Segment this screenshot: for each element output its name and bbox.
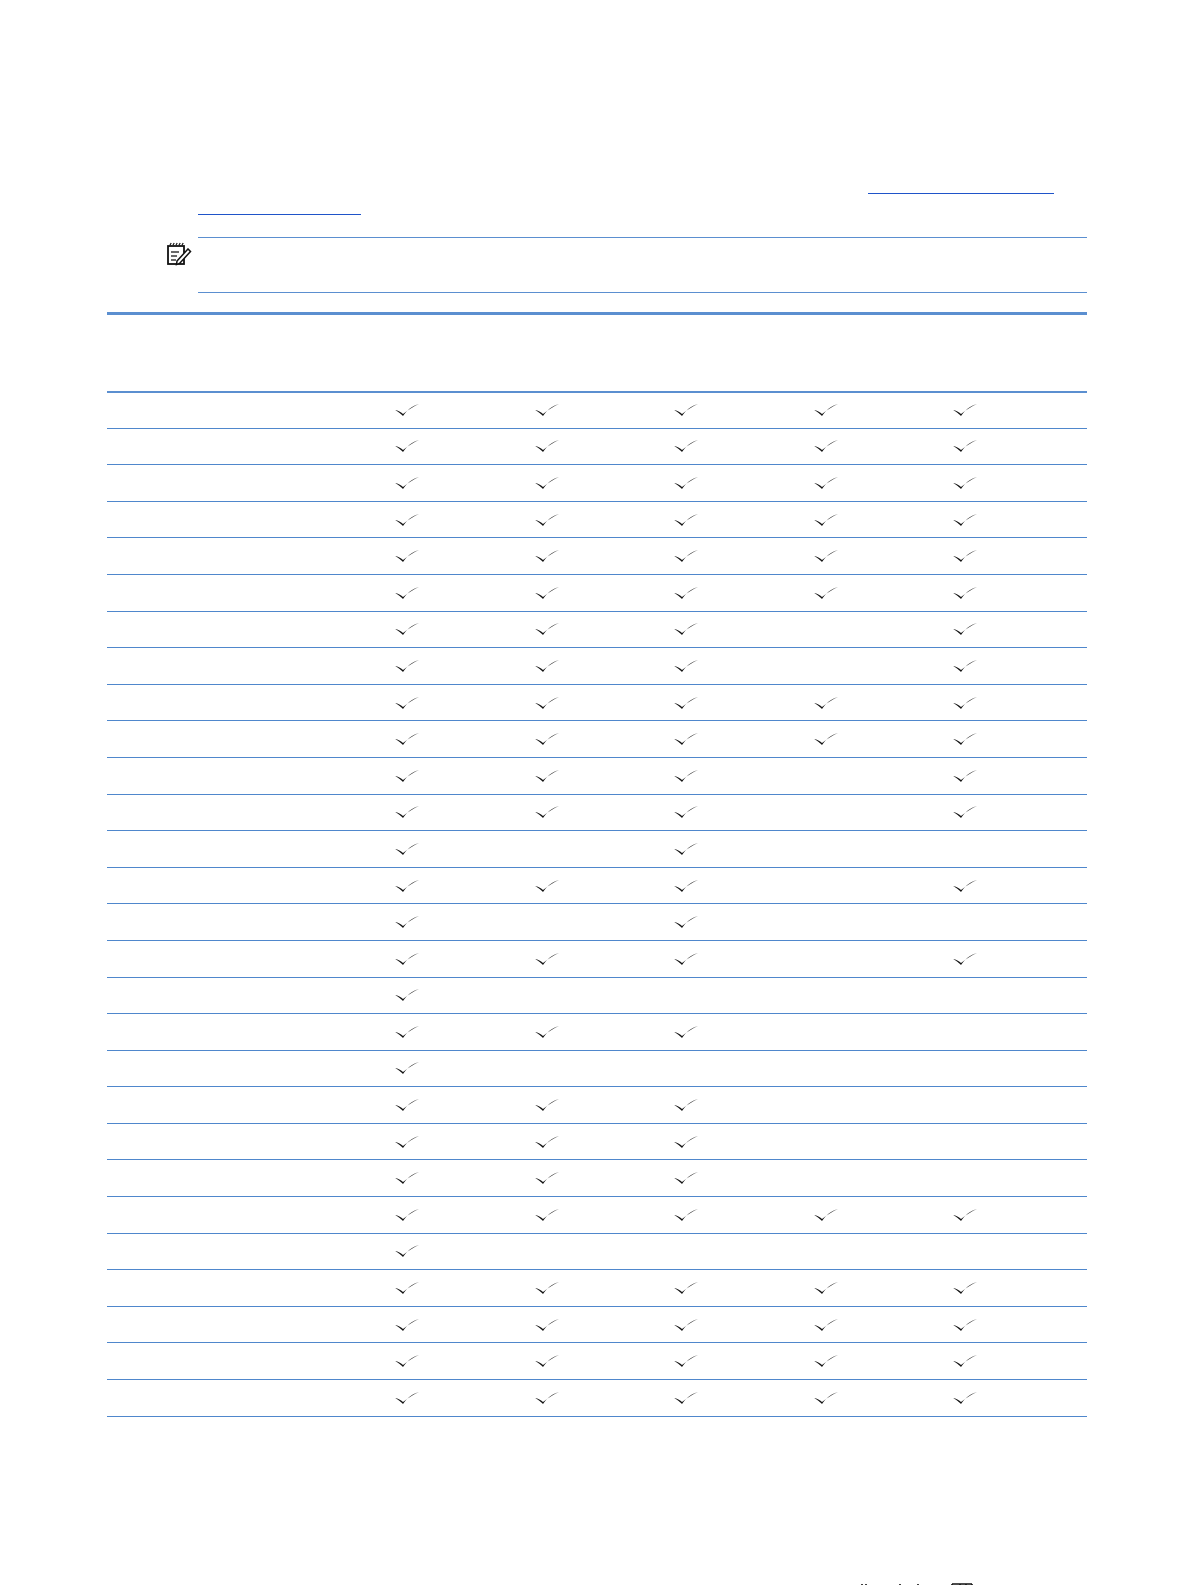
check-mark-icon bbox=[945, 868, 985, 904]
check-mark-icon bbox=[527, 392, 567, 428]
check-mark-icon bbox=[666, 612, 706, 648]
check-mark-icon bbox=[527, 1014, 567, 1050]
check-mark-icon bbox=[387, 538, 427, 574]
check-mark-icon bbox=[666, 648, 706, 684]
check-mark-icon bbox=[666, 1307, 706, 1343]
table-row bbox=[107, 904, 1087, 941]
check-mark-icon bbox=[387, 1307, 427, 1343]
check-mark-icon bbox=[387, 392, 427, 428]
table-row bbox=[107, 1051, 1087, 1088]
check-mark-icon bbox=[806, 465, 846, 501]
table-row bbox=[107, 1087, 1087, 1124]
check-mark-icon bbox=[527, 1307, 567, 1343]
check-mark-icon bbox=[945, 392, 985, 428]
table-row bbox=[107, 1124, 1087, 1161]
check-mark-icon bbox=[945, 1343, 985, 1379]
check-mark-icon bbox=[387, 795, 427, 831]
note-bottom-rule bbox=[198, 292, 1087, 293]
check-mark-icon bbox=[666, 1160, 706, 1196]
link-underline-1[interactable] bbox=[868, 193, 1054, 194]
table-row bbox=[107, 1197, 1087, 1234]
check-mark-icon bbox=[806, 721, 846, 757]
check-mark-icon bbox=[527, 575, 567, 611]
check-mark-icon bbox=[945, 1307, 985, 1343]
check-mark-icon bbox=[527, 648, 567, 684]
note-pencil-icon bbox=[164, 240, 192, 268]
check-mark-icon bbox=[387, 904, 427, 940]
check-mark-icon bbox=[666, 1124, 706, 1160]
table-row bbox=[107, 1307, 1087, 1344]
check-mark-icon bbox=[945, 538, 985, 574]
check-mark-icon bbox=[666, 1343, 706, 1379]
check-mark-icon bbox=[527, 538, 567, 574]
check-mark-icon bbox=[527, 1087, 567, 1123]
link-underline-2[interactable] bbox=[198, 214, 361, 215]
check-mark-icon bbox=[387, 465, 427, 501]
table-row bbox=[107, 575, 1087, 612]
check-mark-icon bbox=[666, 1197, 706, 1233]
check-mark-icon bbox=[945, 465, 985, 501]
table-row bbox=[107, 758, 1087, 795]
check-mark-icon bbox=[806, 1343, 846, 1379]
support-matrix-table bbox=[107, 392, 1087, 1417]
check-mark-icon bbox=[527, 612, 567, 648]
check-mark-icon bbox=[387, 758, 427, 794]
check-mark-icon bbox=[387, 1124, 427, 1160]
table-row bbox=[107, 502, 1087, 539]
table-row bbox=[107, 538, 1087, 575]
check-mark-icon bbox=[527, 758, 567, 794]
table-row bbox=[107, 1160, 1087, 1197]
check-mark-icon bbox=[666, 941, 706, 977]
check-mark-icon bbox=[945, 758, 985, 794]
check-mark-icon bbox=[806, 1307, 846, 1343]
check-mark-icon bbox=[666, 1014, 706, 1050]
check-mark-icon bbox=[387, 868, 427, 904]
check-mark-icon bbox=[945, 1270, 985, 1306]
check-mark-icon bbox=[806, 1270, 846, 1306]
check-mark-icon bbox=[945, 429, 985, 465]
check-mark-icon bbox=[806, 685, 846, 721]
check-mark-icon bbox=[945, 1380, 985, 1416]
check-mark-icon bbox=[527, 721, 567, 757]
check-mark-icon bbox=[387, 978, 427, 1014]
check-mark-icon bbox=[387, 429, 427, 465]
check-mark-icon bbox=[666, 721, 706, 757]
table-row bbox=[107, 721, 1087, 758]
check-mark-icon bbox=[666, 392, 706, 428]
check-mark-icon bbox=[666, 429, 706, 465]
check-mark-icon bbox=[666, 1270, 706, 1306]
check-mark-icon bbox=[387, 1234, 427, 1270]
check-mark-icon bbox=[806, 575, 846, 611]
table-row bbox=[107, 612, 1087, 649]
table-row bbox=[107, 685, 1087, 722]
check-mark-icon bbox=[945, 941, 985, 977]
check-mark-icon bbox=[527, 1197, 567, 1233]
check-mark-icon bbox=[666, 795, 706, 831]
check-mark-icon bbox=[666, 758, 706, 794]
check-mark-icon bbox=[387, 612, 427, 648]
check-mark-icon bbox=[527, 502, 567, 538]
check-mark-icon bbox=[387, 1014, 427, 1050]
check-mark-icon bbox=[387, 502, 427, 538]
check-mark-icon bbox=[387, 941, 427, 977]
table-row bbox=[107, 1234, 1087, 1271]
check-mark-icon bbox=[945, 502, 985, 538]
check-mark-icon bbox=[945, 795, 985, 831]
check-mark-icon bbox=[666, 465, 706, 501]
check-mark-icon bbox=[945, 685, 985, 721]
check-mark-icon bbox=[387, 1051, 427, 1087]
check-mark-icon bbox=[387, 1160, 427, 1196]
table-top-rule bbox=[107, 312, 1087, 315]
table-row bbox=[107, 941, 1087, 978]
check-mark-icon bbox=[527, 1380, 567, 1416]
check-mark-icon bbox=[527, 941, 567, 977]
footer-fragment bbox=[860, 1577, 990, 1585]
check-mark-icon bbox=[945, 721, 985, 757]
check-mark-icon bbox=[527, 429, 567, 465]
table-row bbox=[107, 978, 1087, 1015]
check-mark-icon bbox=[527, 685, 567, 721]
check-mark-icon bbox=[387, 575, 427, 611]
check-mark-icon bbox=[666, 831, 706, 867]
check-mark-icon bbox=[945, 648, 985, 684]
check-mark-icon bbox=[387, 1270, 427, 1306]
check-mark-icon bbox=[806, 538, 846, 574]
check-mark-icon bbox=[387, 685, 427, 721]
table-row bbox=[107, 795, 1087, 832]
check-mark-icon bbox=[527, 1160, 567, 1196]
table-row bbox=[107, 429, 1087, 466]
check-mark-icon bbox=[666, 538, 706, 574]
table-row bbox=[107, 1270, 1087, 1307]
note-top-rule bbox=[198, 237, 1087, 238]
check-mark-icon bbox=[387, 1197, 427, 1233]
check-mark-icon bbox=[527, 795, 567, 831]
check-mark-icon bbox=[387, 1380, 427, 1416]
check-mark-icon bbox=[666, 1087, 706, 1123]
table-row bbox=[107, 392, 1087, 429]
check-mark-icon bbox=[945, 1197, 985, 1233]
check-mark-icon bbox=[666, 685, 706, 721]
check-mark-icon bbox=[387, 648, 427, 684]
check-mark-icon bbox=[527, 1343, 567, 1379]
check-mark-icon bbox=[387, 721, 427, 757]
check-mark-icon bbox=[666, 904, 706, 940]
table-row bbox=[107, 465, 1087, 502]
check-mark-icon bbox=[945, 575, 985, 611]
check-mark-icon bbox=[806, 392, 846, 428]
check-mark-icon bbox=[387, 1343, 427, 1379]
check-mark-icon bbox=[666, 868, 706, 904]
table-row bbox=[107, 831, 1087, 868]
check-mark-icon bbox=[806, 502, 846, 538]
check-mark-icon bbox=[666, 575, 706, 611]
check-mark-icon bbox=[527, 868, 567, 904]
check-mark-icon bbox=[806, 1380, 846, 1416]
table-row bbox=[107, 648, 1087, 685]
check-mark-icon bbox=[666, 1380, 706, 1416]
table-row bbox=[107, 1380, 1087, 1417]
check-mark-icon bbox=[945, 612, 985, 648]
check-mark-icon bbox=[527, 1124, 567, 1160]
check-mark-icon bbox=[806, 429, 846, 465]
check-mark-icon bbox=[806, 1197, 846, 1233]
check-mark-icon bbox=[666, 502, 706, 538]
table-row bbox=[107, 1343, 1087, 1380]
check-mark-icon bbox=[527, 465, 567, 501]
table-row bbox=[107, 1014, 1087, 1051]
table-row bbox=[107, 868, 1087, 905]
check-mark-icon bbox=[527, 1270, 567, 1306]
check-mark-icon bbox=[387, 1087, 427, 1123]
check-mark-icon bbox=[387, 831, 427, 867]
